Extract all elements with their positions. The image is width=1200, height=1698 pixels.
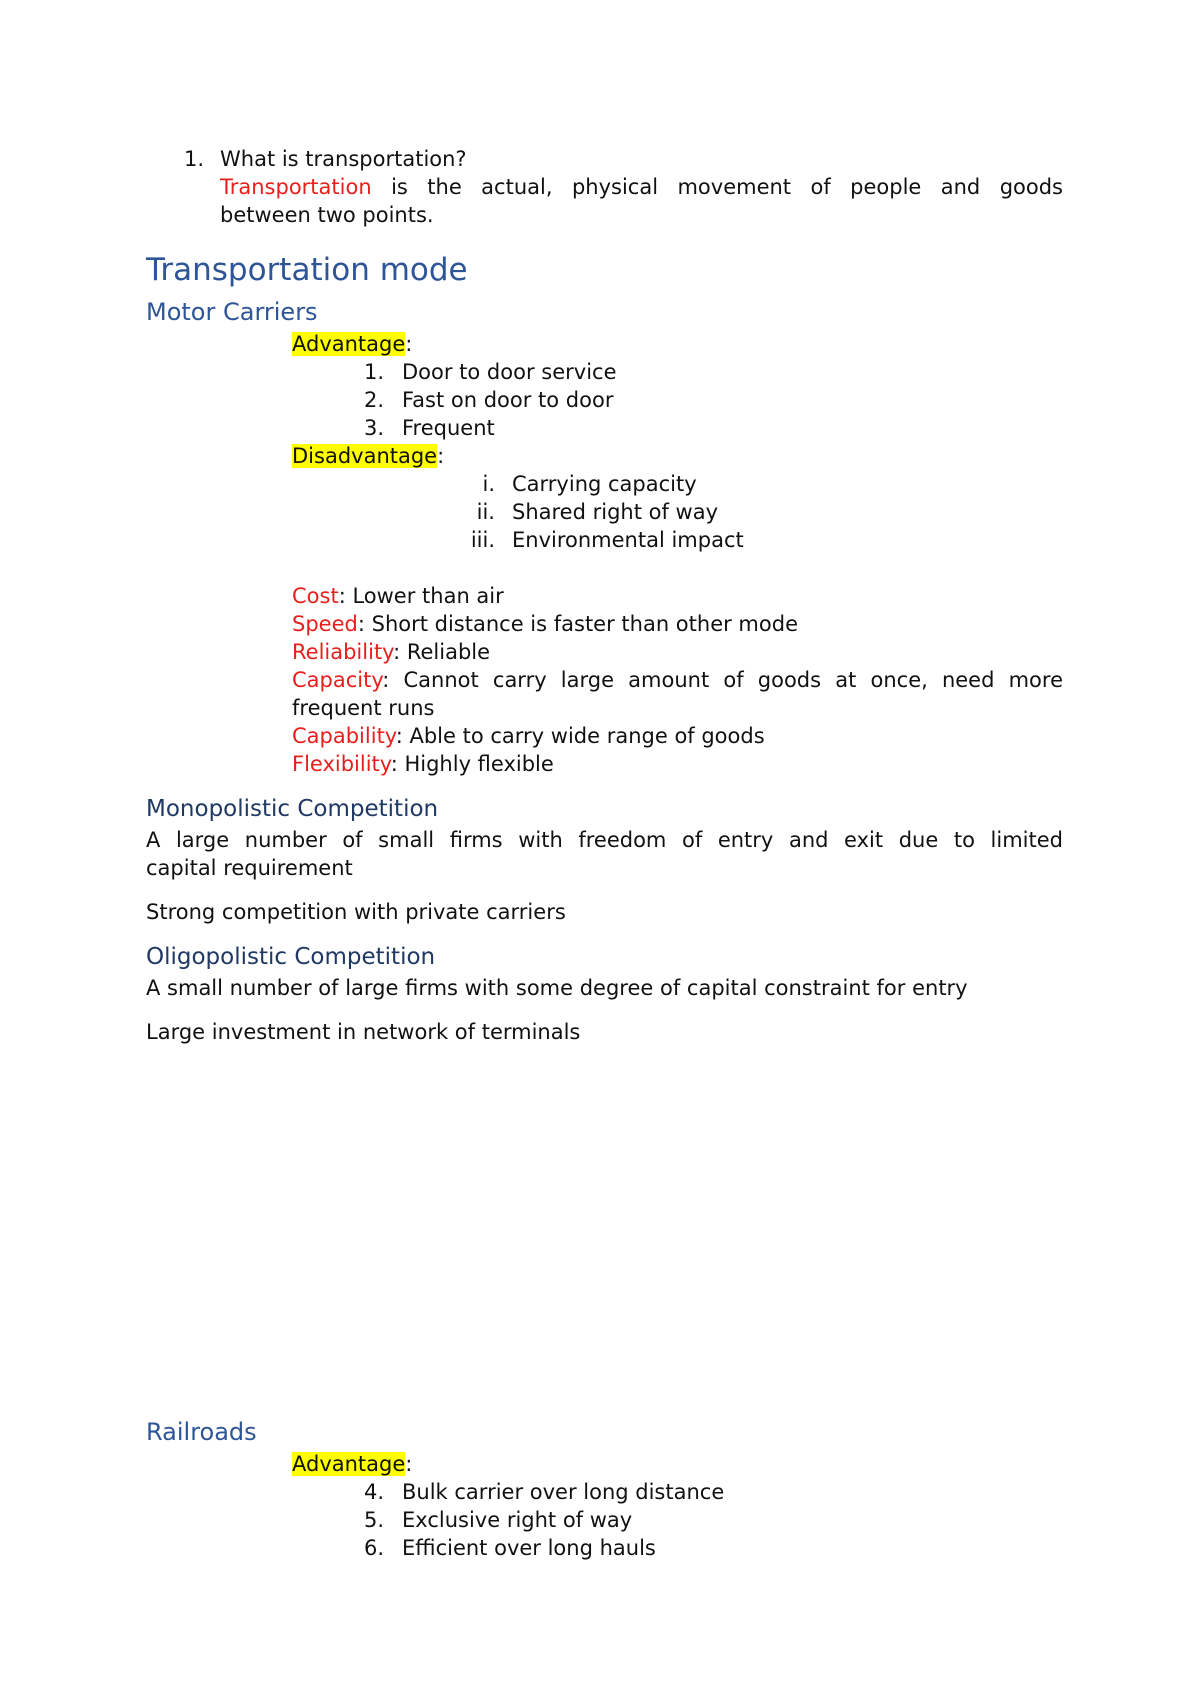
heading-motor-carriers: Motor Carriers [146, 298, 318, 326]
answer-line-1 [220, 175, 1063, 200]
list-number: iii. [470, 528, 495, 552]
attribute-capability: Capability: Able to carry wide range of goods [292, 724, 765, 748]
attribute-reliability: Reliability: Reliable [292, 640, 491, 664]
list-number: 1. [183, 147, 204, 171]
paragraph: A large number of small firms with freedom of entry and exit due to limited [146, 828, 1063, 852]
list-number: 1. [363, 360, 384, 384]
attribute-cost: Cost: Lower than air [292, 584, 504, 608]
list-number: 5. [363, 1508, 384, 1532]
attribute-speed: Speed: Short distance is faster than other mode [292, 612, 798, 636]
list-item: Environmental impact [512, 528, 744, 552]
list-item: Exclusive right of way [402, 1508, 633, 1532]
paragraph: Large investment in network of terminals [146, 1020, 581, 1044]
paragraph: Strong competition with private carriers [146, 900, 566, 924]
heading-oligopolistic: Oligopolistic Competition [146, 944, 436, 970]
list-item: Fast on door to door [402, 388, 614, 412]
list-item: Frequent [402, 416, 495, 440]
list-item: Efficient over long hauls [402, 1536, 656, 1560]
attribute-capacity-cont: frequent runs [292, 696, 435, 720]
list-number: ii. [476, 500, 495, 524]
attribute-flexibility: Flexibility: Highly flexible [292, 752, 554, 776]
paragraph-cont: capital requirement [146, 856, 353, 880]
paragraph: A small number of large firms with some degree of capital constraint for entry [146, 976, 968, 1000]
question-text: What is transportation? [220, 147, 467, 171]
list-number: 4. [363, 1480, 384, 1504]
list-number: 6. [363, 1536, 384, 1560]
heading-railroads: Railroads [146, 1418, 257, 1446]
section-title: Transportation mode [146, 252, 468, 288]
list-number: i. [482, 472, 495, 496]
attribute-capacity: Capacity: Cannot carry large amount of goods at once, need more [292, 668, 1063, 692]
list-item: Shared right of way [512, 500, 719, 524]
list-number: 3. [363, 416, 384, 440]
answer-line-2: between two points. [220, 203, 434, 227]
advantage-label: Advantage: [292, 1452, 413, 1476]
answer-text: is the actual, physical movement of people and goods [391, 175, 1063, 199]
list-item: Carrying capacity [512, 472, 697, 496]
list-item: Door to door service [402, 360, 617, 384]
heading-monopolistic: Monopolistic Competition [146, 796, 439, 822]
advantage-label: Advantage: [292, 332, 413, 356]
disadvantage-label: Disadvantage: [292, 444, 445, 468]
list-number: 2. [363, 388, 384, 412]
term-transportation: Transportation [220, 175, 372, 199]
list-item: Bulk carrier over long distance [402, 1480, 725, 1504]
